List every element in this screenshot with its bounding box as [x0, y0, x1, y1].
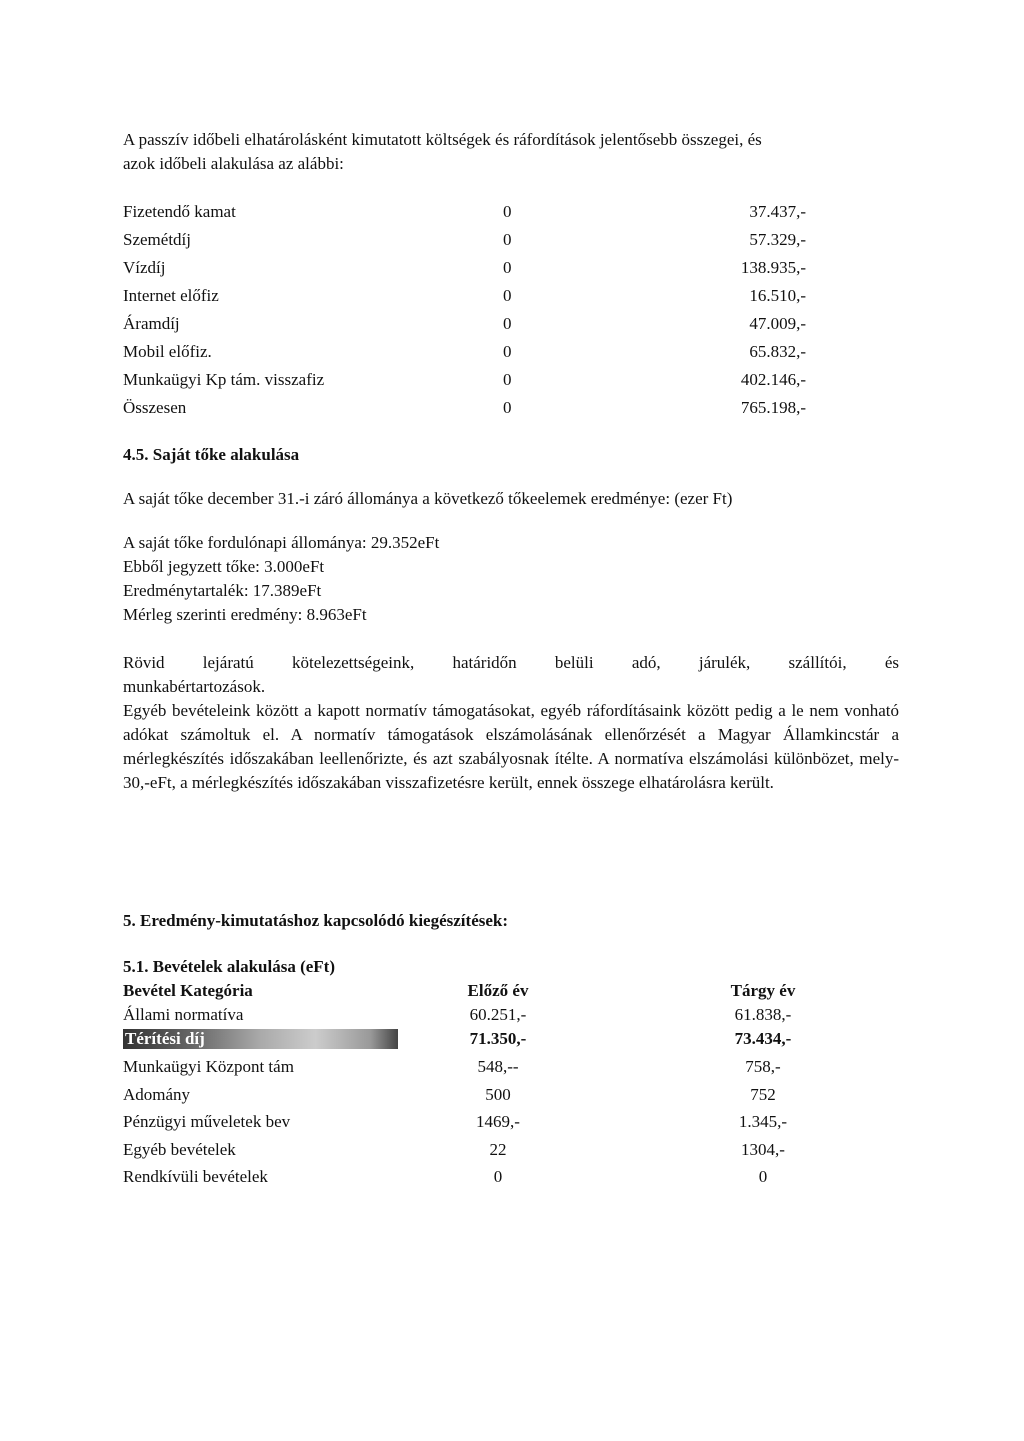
accrual-label: Fizetendő kamat	[123, 202, 236, 221]
income-label: Pénzügyi műveletek bev	[123, 1112, 291, 1131]
income-curr: 0	[758, 1167, 768, 1186]
income-col-header-category: Bevétel Kategória	[123, 981, 253, 1000]
normative-paragraph: Egyéb bevételeink között a kapott normatív támogatásokat, egyéb ráfordításaink között pedig a le nem vonható adókat számoltuk el. A normatív támogatások elszámolásának ellenőrzését a Magyar Államkincstár a mérlegkészítés időszakában leellenőrizte, és azt szabályosnak ítélte. A normatíva elszámolási különbözet, mely- 30,-eFt, a mérlegkészítés időszakában visszafizetésre került, ennek összege elhatárolásra került.	[123, 701, 899, 792]
accrual-curr: 16.510,-	[749, 286, 806, 305]
accrual-prev: 0	[503, 286, 512, 305]
table-row	[123, 1003, 823, 1027]
accrual-prev: 0	[503, 258, 512, 277]
income-prev: 71.350,-	[469, 1029, 527, 1048]
income-label: Egyéb bevételek	[123, 1140, 236, 1159]
income-curr: 758,-	[745, 1057, 781, 1076]
equity-line: Ebből jegyzett tőke: 3.000eFt	[123, 557, 325, 576]
table-header-row	[123, 979, 823, 1003]
table-row	[123, 1165, 823, 1189]
liabilities-line-1: Rövid lejáratú kötelezettségeink, határidőn belüli adó, járulék, szállítói, és	[123, 653, 899, 672]
accrual-prev: 0	[503, 370, 512, 389]
accrual-prev: 0	[503, 202, 512, 221]
table-row	[123, 368, 823, 392]
income-curr: 73.434,-	[734, 1029, 792, 1048]
table-row	[123, 228, 823, 252]
equity-line: A saját tőke fordulónapi állománya: 29.352eFt	[123, 533, 440, 552]
accrual-label: Vízdíj	[123, 258, 166, 277]
income-prev: 548,--	[477, 1057, 519, 1076]
income-prev: 22	[489, 1140, 507, 1159]
intro-line-1: A passzív időbeli elhatárolásként kimutatott költségek és ráfordítások jelentősebb összegei, és	[123, 130, 762, 149]
table-row	[123, 340, 823, 364]
shaded-cell	[123, 1029, 398, 1049]
income-prev: 0	[493, 1167, 503, 1186]
income-prev: 500	[485, 1085, 511, 1104]
table-row	[123, 256, 823, 280]
income-label: Munkaügyi Központ tám	[123, 1057, 294, 1076]
accrual-curr: 57.329,-	[749, 230, 806, 249]
income-curr: 1.345,-	[738, 1112, 788, 1131]
accrual-label: Áramdíj	[123, 314, 180, 333]
income-curr: 61.838,-	[734, 1005, 792, 1024]
equity-line: Mérleg szerinti eredmény: 8.963eFt	[123, 605, 367, 624]
equity-line: Eredménytartalék: 17.389eFt	[123, 581, 322, 600]
income-label: Rendkívüli bevételek	[123, 1167, 268, 1186]
income-curr: 1304,-	[741, 1140, 785, 1159]
accrual-prev: 0	[503, 342, 512, 361]
table-row	[123, 1083, 823, 1107]
equity-intro: A saját tőke december 31.-i záró állománya a következő tőkeelemek eredménye: (ezer Ft)	[123, 489, 733, 508]
income-prev: 1469,-	[476, 1112, 520, 1131]
income-curr: 752	[750, 1085, 776, 1104]
accrual-prev: 0	[503, 230, 512, 249]
intro-line-2: azok időbeli alakulása az alábbi:	[123, 154, 344, 173]
table-row	[123, 200, 823, 224]
accrual-curr: 765.198,-	[740, 398, 806, 417]
accrual-label: Internet előfiz	[123, 286, 219, 305]
liabilities-line-2: munkabértartozások.	[123, 677, 266, 696]
table-row	[123, 284, 823, 308]
income-prev: 60.251,-	[469, 1005, 527, 1024]
accrual-curr: 47.009,-	[749, 314, 806, 333]
accrual-label: Szemétdíj	[123, 230, 191, 249]
accrual-label: Mobil előfiz.	[123, 342, 212, 361]
accrual-curr: 37.437,-	[749, 202, 806, 221]
income-label: Állami normatíva	[123, 1005, 244, 1024]
equity-heading: 4.5. Saját tőke alakulása	[123, 445, 300, 464]
table-row	[123, 1055, 823, 1079]
table-row	[123, 312, 823, 336]
section-5-heading: 5. Eredmény-kimutatáshoz kapcsolódó kiegészítések:	[123, 911, 509, 930]
income-label: Adomány	[123, 1085, 191, 1104]
accrual-curr: 65.832,-	[749, 342, 806, 361]
income-col-header-curr: Tárgy év	[730, 981, 796, 1000]
accrual-curr: 402.146,-	[740, 370, 806, 389]
accrual-prev: 0	[503, 398, 512, 417]
accrual-prev: 0	[503, 314, 512, 333]
section-5-1-heading: 5.1. Bevételek alakulása (eFt)	[123, 957, 335, 976]
income-col-header-prev: Előző év	[467, 981, 529, 1000]
income-label: Térítési díj	[125, 1029, 205, 1048]
table-row	[123, 1110, 823, 1134]
accrual-curr: 138.935,-	[740, 258, 806, 277]
accrual-label: Összesen	[123, 398, 187, 417]
table-row	[123, 1138, 823, 1162]
table-row	[123, 396, 823, 420]
accrual-label: Munkaügyi Kp tám. visszafiz	[123, 370, 325, 389]
table-row	[123, 1027, 823, 1051]
